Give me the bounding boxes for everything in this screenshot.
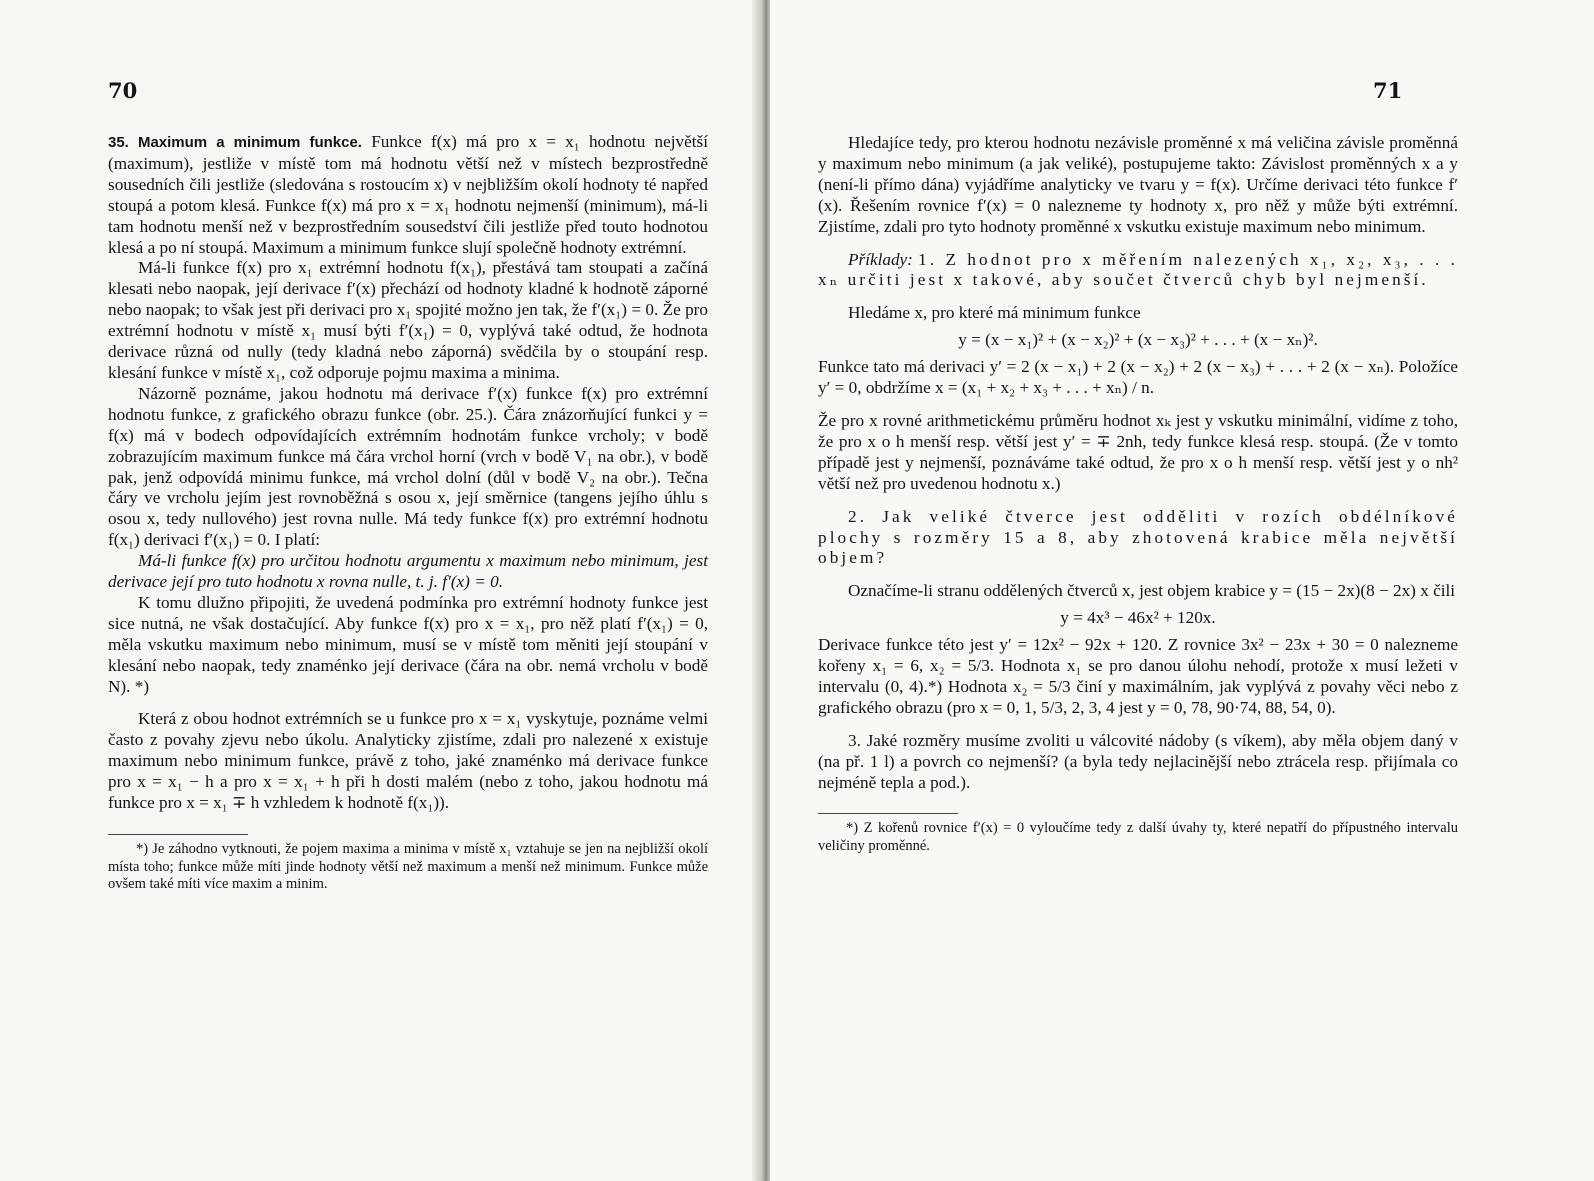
examples-label: Příklady: <box>848 249 913 269</box>
example-1-p1: Hledáme x, pro které má minimum funkce <box>848 303 1141 323</box>
paragraph-analytic-check: Která z obou hodnot extrémních se u funkce pro x = x₁ vyskytuje, poznáme velmi často z povahy zjevu nebo úkolu. Analyticky zjistíme, zdali pro nalezené x existuje maximum nebo minimum funkce, právě z toho, jaké znaménko má derivace funkce pro x = x₁ − h a pro x = x₁ + h při h dosti malém (nebo z toho, jakou hodnotu má funkce pro x = x₁ ∓ h vzhledem k hodnotě f(x₁)). <box>108 709 708 813</box>
example-1-text: 1. Z hodnot pro x měřením nalezených x₁, x₂, x₃, . . . xₙ určiti jest x takové, aby součet čtverců chyb byl nejmenší. <box>818 249 1459 290</box>
example-1-p2: Funkce tato má derivaci y′ = 2 (x − x₁) + 2 (x − x₂) + 2 (x − x₃) + . . . + 2 (x − xₙ). Položíce y′ = 0, obdržíme x = (x₁ + x₂ + x₃ + . . . + xₙ) / n. <box>818 357 1458 398</box>
left-page-number: 70 <box>108 78 138 103</box>
left-body <box>108 132 708 894</box>
example-2-title: 2. Jak veliké čtverce jest odděliti v rozích obdélníkové plochy s rozměry 15 a 8, aby zhotovená krabice měla největší objem? <box>818 506 1458 568</box>
right-page-number: 71 <box>1373 78 1403 103</box>
paragraph-procedure: Hledajíce tedy, pro kterou hodnotu nezávisle proměnné x má veličina závisle proměnná y maximum nebo minimum (a jak veliké), postupujeme takto: Závislost proměnných x a y (není-li přímo dána) vyjádříme analyticky ve tvaru y = f(x). Určíme derivaci této funkce f′(x). Řešením rovnice f′(x) = 0 nalezneme ty hodnoty x, pro něž y může býti extrémní. Zjistíme, zdali pro tyto hodnoty proměnné x vskutku existuje maximum nebo minimum. <box>818 133 1458 236</box>
example-1-title <box>818 250 1458 292</box>
right-body <box>818 133 1458 855</box>
left-page <box>0 0 762 1181</box>
paragraph-definition <box>108 132 708 258</box>
example-1-equation: y = (x − x₁)² + (x − x₂)² + (x − x₃)² + . . . + (x − xₙ)². <box>958 330 1318 350</box>
example-3-title: 3. Jaké rozměry musíme zvoliti u válcovité nádoby (s víkem), aby měla objem daný v (na př. 1 l) a povrch co nejmenší? (a byla tedy nejlacinější nebo ztrácela resp. přijímala co nejméně tepla a pod.). <box>818 730 1458 792</box>
paragraph-definition-text: Funkce f(x) má pro x = x₁ hodnotu největší (maximum), jestliže v místě tom má hodnotu větší než v místech bezprostředně sousedních čili jestliže (sledována s rostoucím x) v nejbližším okolí hodnoty té napřed stoupá a potom klesá. Funkce f(x) má pro x = x₁ hodnotu nejmenší (minimum), má-li tam hodnotu menší než v bezprostředním sousedství čili jestliže před touto hodnotou klesá a po ní stoupá. Maximum a minimum funkce slují společně hodnoty extrémní. <box>108 132 708 257</box>
left-footnote: *) Je záhodno vytknouti, že pojem maxima a minima v místě x₁ vztahuje se jen na nejbližší okolí místa toho; funkce může míti jinde hodnoty větší než maximum a menší než minimum. Funkce může ovšem také míti více maxim a minim. <box>108 841 708 892</box>
section-heading: 35. Maximum a minimum funkce. <box>108 134 362 151</box>
footnote-rule <box>818 813 958 814</box>
paragraph-graphical: Názorně poznáme, jakou hodnotu má derivace f′(x) funkce f(x) pro extrémní hodnotu funkce, z grafického obrazu funkce (obr. 25.). Čára znázorňující funkci y = f(x) má v bodech odpovídajících extrémním hodnotám funkce vrcholy; v bodě zobrazujícím maximum funkce má čára vrchol horní (vrch v bodě V₁ na obr.), v bodě pak, jenž odpovídá minimu funkce, má vrchol dolní (důl v bodě V₂ na obr.). Tečna čáry ve vrcholu jejím jest rovnoběžná s osou x, její směrnice (tangens jejího úhlu s osou x, tedy nullového) jest rovna nulle. Má tedy funkce f(x) pro extrémní hodnotu f(x₁) derivaci f′(x₁) = 0. I platí: <box>108 383 708 550</box>
paragraph-derivative-zero: Má-li funkce f(x) pro x₁ extrémní hodnotu f(x₁), přestává tam stoupati a začíná klesati nebo naopak, její derivace f′(x) přechází od hodnoty kladné k hodnotě záporné nebo naopak; to však jest při derivaci pro x₁ spojité možno jen tak, že f′(x₁) = 0. Že pro extrémní hodnotu v místě x₁ musí býti f′(x₁) = 0, vyplývá také odtud, že hodnota derivace různá od nully (tedy kladná nebo záporná) svědčila by o stoupání resp. klesání funkce v místě x₁, což odporuje pojmu maxima a minima. <box>108 258 708 382</box>
footnote-rule <box>108 834 248 835</box>
example-2-p1: Označíme-li stranu oddělených čtverců x, jest objem krabice y = (15 − 2x)(8 − 2x) x čili <box>848 581 1456 601</box>
example-2-equation: y = 4x³ − 46x² + 120x. <box>1060 608 1216 628</box>
paragraph-condition: K tomu dlužno připojiti, že uvedená podmínka pro extrémní hodnoty funkce jest sice nutná, ne však dostačující. Aby funkce f(x) pro x = x₁, pro něž platí f′(x₁) = 0, měla vskutku maximum nebo minimum, musí se v místě tom měniti její stoupání v klesání nebo naopak, tedy znaménko její derivace (čára na obr. nemá vrcholu v bodě N). *) <box>108 592 708 696</box>
right-page <box>770 0 1594 1181</box>
example-1-p3: Že pro x rovné arithmetickému průměru hodnot xₖ jest y vskutku minimální, vidíme z toho, že pro x o h menší resp. větší jest y′ = ∓ 2nh, tedy funkce klesá resp. stoupá. (Že v tomto případě jest y nejmenší, poznáváme také odtud, že pro x o h menší resp. větší jest y o nh² větší než pro uvedenou hodnotu x.) <box>818 410 1458 493</box>
right-footnote: *) Z kořenů rovnice f′(x) = 0 vyloučíme tedy z další úvahy ty, které nepatří do přípustného intervalu veličiny proměnné. <box>818 820 1458 854</box>
theorem: Má-li funkce f(x) pro určitou hodnotu argumentu x maximum nebo minimum, jest derivace její pro tuto hodnotu x rovna nulle, t. j. f′(x) = 0. <box>108 551 708 592</box>
example-2-p2: Derivace funkce této jest y′ = 12x² − 92x + 120. Z rovnice 3x² − 23x + 30 = 0 nalezneme kořeny x₁ = 6, x₂ = 5/3. Hodnota x₁ se pro danou úlohu nehodí, protože x musí ležeti v intervalu (0, 4).*) Hodnota x₂ = 5/3 činí y maximálním, jak vyplývá z povahy věci nebo z grafického obrazu (pro x = 0, 1, 5/3, 2, 3, 4 jest y = 0, 78, 90·74, 88, 54, 0). <box>818 635 1458 717</box>
